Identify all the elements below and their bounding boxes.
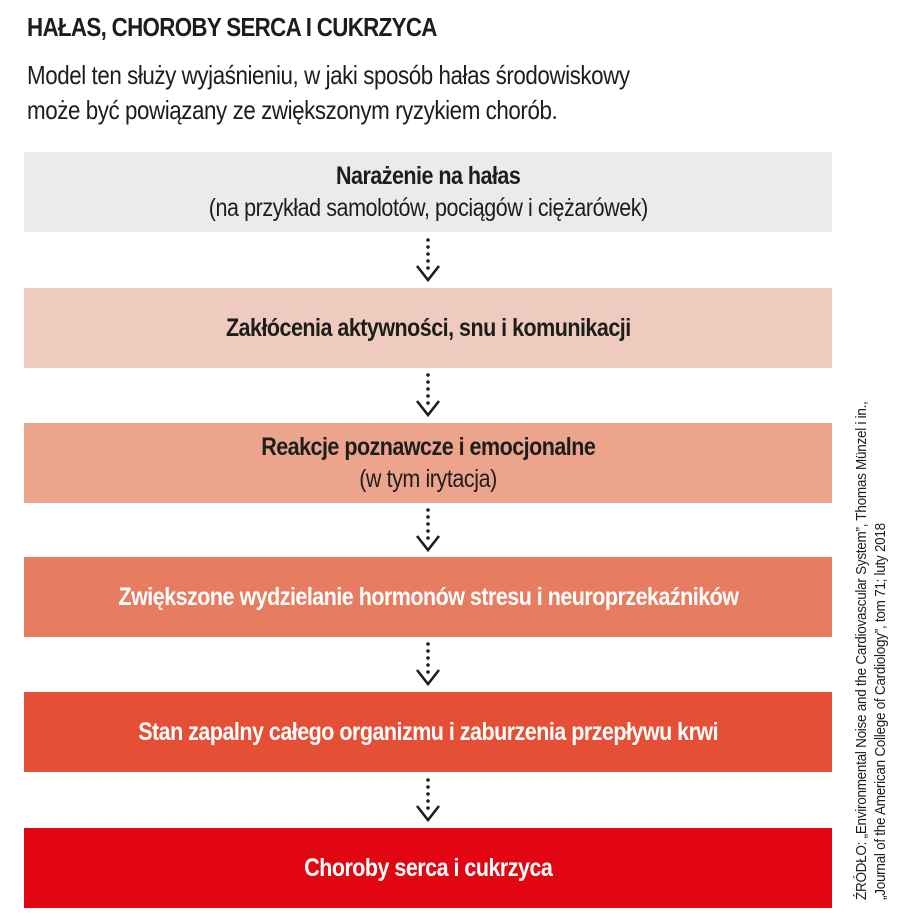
source-line-2: „Journal of the American College of Cardiology”, tom 71; luty 2018: [872, 523, 889, 900]
step-title: Choroby serca i cukrzyca: [303, 854, 553, 882]
flow-step-noise-exposure: [24, 152, 832, 232]
step-detail: (w tym irytacja): [359, 465, 497, 493]
source-line-1: ŹRÓDŁO: „Environmental Noise and the Cardiovascular System”, Thomas Münzel i in.,: [853, 401, 870, 900]
dotted-arrow-down-icon: [414, 371, 442, 421]
dotted-arrow-down-icon: [414, 506, 442, 556]
source-citation: [852, 346, 890, 900]
step-detail: (na przykład samolotów, pociągów i ciężarówek): [208, 194, 648, 222]
dotted-arrow-down-icon: [414, 776, 442, 826]
subtitle-line-2: może być powiązany ze zwiększonym ryzykiem chorób.: [27, 95, 558, 125]
dotted-arrow-down-icon: [414, 640, 442, 690]
step-title: Stan zapalny całego organizmu i zaburzenia przepływu krwi: [138, 718, 718, 746]
flow-step-inflammation: [24, 692, 832, 772]
step-title: Zakłócenia aktywności, snu i komunikacji: [225, 314, 631, 342]
subtitle-line-1: Model ten służy wyjaśnieniu, w jaki sposób hałas środowiskowy: [27, 60, 630, 90]
step-title: Narażenie na hałas: [335, 162, 521, 190]
infographic-title: HAŁAS, CHOROBY SERCA I CUKRZYCA: [27, 12, 437, 42]
step-title: Zwiększone wydzielanie hormonów stresu i neuroprzekaźników: [117, 583, 739, 611]
infographic-subtitle: [27, 58, 630, 128]
dotted-arrow-down-icon: [414, 236, 442, 286]
flow-step-heart-disease-diabetes: [24, 828, 832, 908]
flow-step-stress-hormones: [24, 557, 832, 637]
flow-step-cognitive-reactions: [24, 423, 832, 503]
flow-step-disturbances: [24, 288, 832, 368]
step-title: Reakcje poznawcze i emocjonalne: [260, 433, 596, 461]
